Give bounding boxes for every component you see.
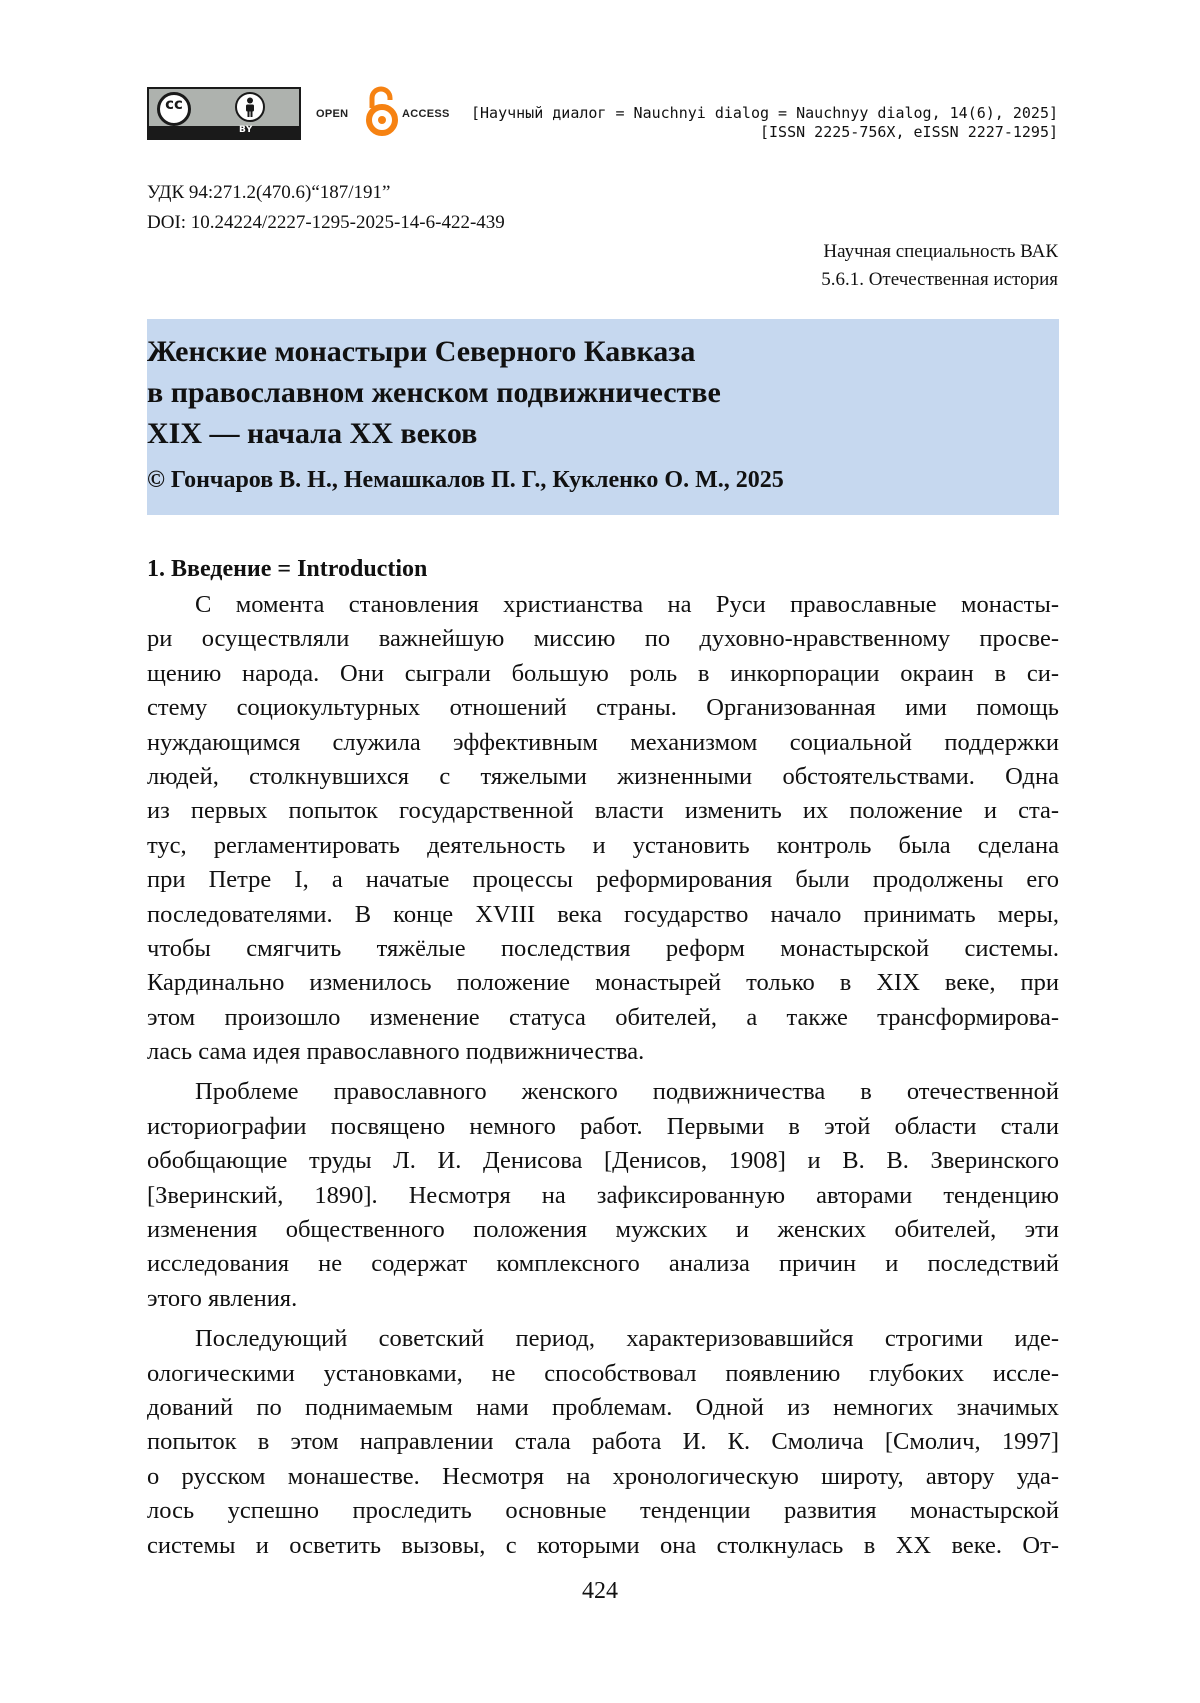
text-line: дований по поднимаемым нами проблемам. Одной из немногих значимых	[147, 1393, 1059, 1421]
attribution-person-icon	[235, 92, 265, 122]
text-line: последователями. В конце XVIII века государство начало принимать меры,	[147, 900, 1059, 928]
open-access-access-text: ACCESS	[402, 108, 450, 120]
section-heading-introduction: 1. Введение = Introduction	[147, 556, 428, 582]
text-line: исследования не содержат комплексного анализа причин и последствий	[147, 1250, 1059, 1278]
by-label: BY	[239, 125, 253, 135]
page-number: 424	[582, 1578, 618, 1604]
specialty-value: 5.6.1. Отечественная история	[821, 269, 1058, 290]
text-line: из первых попыток государственной власти изменить их положение и ста-	[147, 797, 1059, 825]
text-line: лась сама идея православного подвижничества.	[147, 1038, 645, 1066]
text-line: попыток в этом направлении стала работа И. К. Смолича [Смолич, 1997]	[147, 1428, 1059, 1456]
title-line: Женские монастыри Северного Кавказа	[147, 335, 696, 368]
text-line: при Петре I, а начатые процессы реформирования были продолжены его	[147, 866, 1059, 894]
creative-commons-icon: cc	[157, 92, 191, 126]
paragraph	[147, 588, 1059, 1069]
paragraph	[147, 1322, 1059, 1563]
title-line: XIX — начала XX веков	[147, 417, 478, 450]
open-access-open-text: OPEN	[316, 108, 349, 120]
article-body	[147, 588, 1059, 1563]
text-line: щению народа. Они сыграли большую роль в инкорпорации окраин в си-	[147, 659, 1059, 687]
text-line: Последующий советский период, характеризовавшийся строгими иде-	[195, 1325, 1059, 1353]
udk-code: УДК 94:271.2(470.6)“187/191”	[147, 182, 391, 203]
text-line: [Зверинский, 1890]. Несмотря на зафиксированную авторами тенденцию	[147, 1181, 1059, 1209]
text-line: С момента становления христианства на Руси православные монасты-	[195, 591, 1059, 618]
specialty-label: Научная специальность ВАК	[823, 241, 1058, 262]
paragraph	[147, 1075, 1059, 1316]
text-line: людей, столкнувшихся с тяжелыми жизненными обстоятельствами. Одна	[147, 762, 1059, 790]
text-line: чтобы смягчить тяжёлые последствия реформ монастырской системы.	[147, 934, 1059, 962]
text-line: системы и осветить вызовы, с которыми она столкнулась в XX веке. От-	[147, 1531, 1059, 1559]
journal-citation: [Научный диалог = Nauchnyi dialog = Nauchnyy dialog, 14(6), 2025]	[471, 104, 1058, 122]
text-line: ологическими установками, не способствовал появлению глубоких иссле-	[147, 1359, 1059, 1387]
text-line: этого явления.	[147, 1284, 298, 1312]
article-title	[147, 331, 721, 454]
text-line: Проблеме православного женского подвижничества в отечественной	[195, 1078, 1059, 1106]
title-line: в православном женском подвижничестве	[147, 376, 721, 409]
text-line: ри осуществляли важнейшую миссию по духовно-нравственному просве-	[147, 625, 1059, 653]
open-lock-icon	[364, 86, 400, 138]
journal-reference	[471, 104, 1058, 142]
open-access-logo[interactable]	[316, 86, 456, 138]
journal-issn: [ISSN 2225-756X, eISSN 2227-1295]	[759, 123, 1058, 141]
cc-by-license-badge[interactable]	[147, 87, 301, 140]
doi-link[interactable]: DOI: 10.24224/2227-1295-2025-14-6-422-439	[147, 212, 505, 233]
text-line: нуждающимся служила эффективным механизмом социальной поддержки	[147, 728, 1059, 756]
text-line: этом произошло изменение статуса обителей, а также трансформирова-	[147, 1003, 1059, 1031]
text-line: тус, регламентировать деятельность и установить контроль была сделана	[147, 831, 1059, 859]
text-line: обобщающие труды Л. И. Денисова [Денисов, 1908] и В. В. Зверинского	[147, 1147, 1059, 1175]
title-block	[147, 319, 1059, 515]
specialty-block	[821, 238, 1058, 294]
text-line: о русском монашестве. Несмотря на хронологическую широту, автору уда-	[147, 1462, 1059, 1490]
text-line: историографии посвящено немного работ. Первыми в этой области стали	[147, 1112, 1059, 1140]
text-line: изменения общественного положения мужских и женских обителей, эти	[147, 1216, 1059, 1244]
authors-copyright: © Гончаров В. Н., Немашкалов П. Г., Кукленко О. М., 2025	[147, 467, 784, 493]
text-line: лось успешно проследить основные тенденции развития монастырской	[147, 1497, 1059, 1525]
text-line: Кардинально изменилось положение монастырей только в XIX веке, при	[147, 969, 1059, 997]
text-line: стему социокультурных отношений страны. Организованная ими помощь	[147, 694, 1059, 722]
